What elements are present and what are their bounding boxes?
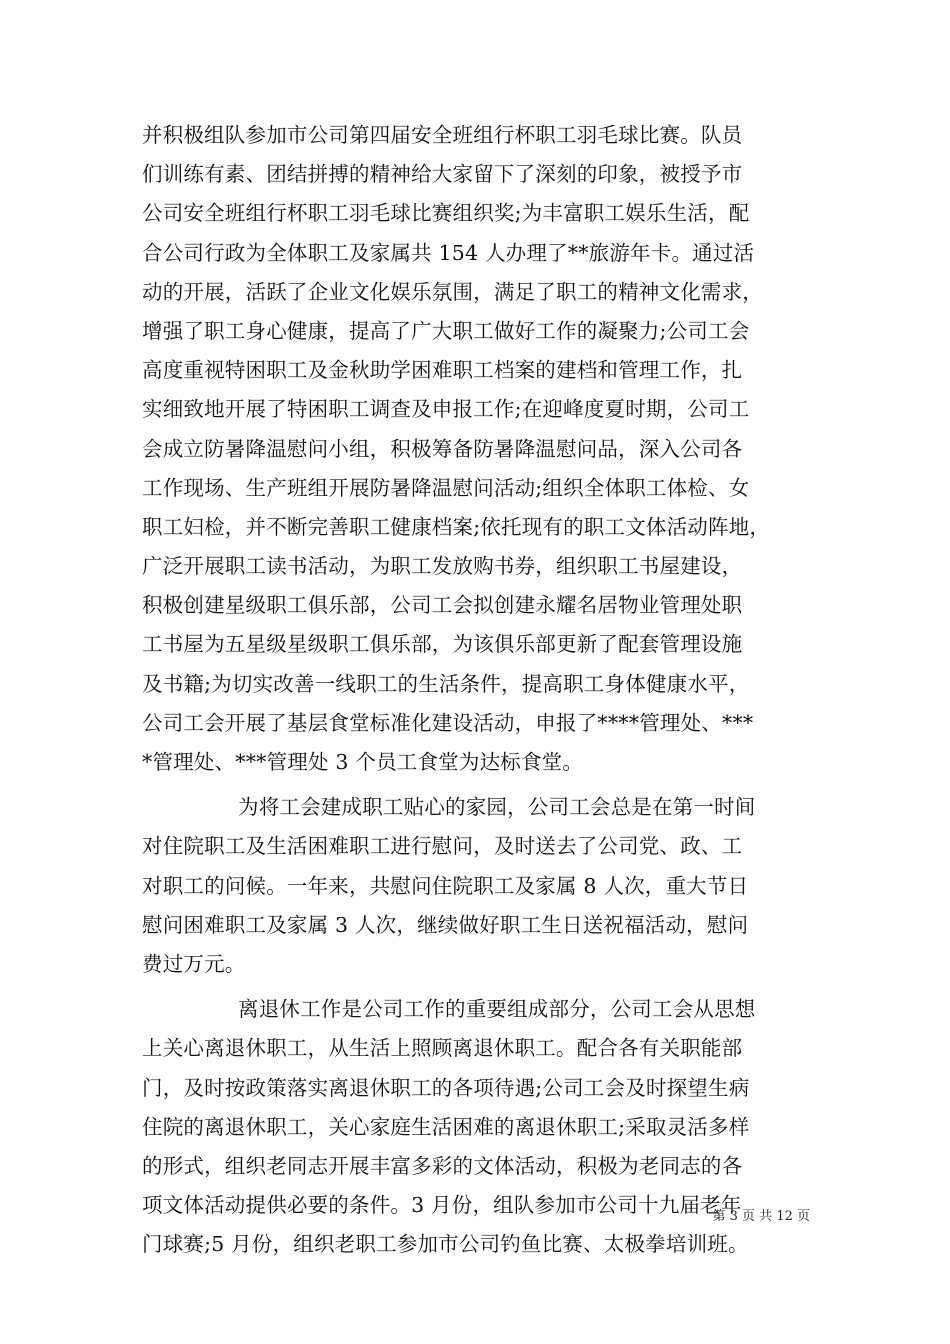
text-line: 实细致地开展了特困职工调查及申报工作;在迎峰度夏时期，公司工 <box>142 397 750 422</box>
text-line: 公司安全班组行杯职工羽毛球比赛组织奖;为丰富职工娱乐生活，配 <box>142 201 750 226</box>
text-line: 广泛开展职工读书活动，为职工发放购书券，组织职工书屋建设， <box>142 554 743 579</box>
paragraph <box>142 116 818 782</box>
body-text <box>142 116 818 1264</box>
text-line: 高度重视特困职工及金秋助学困难职工档案的建档和管理工作，扎 <box>142 358 743 383</box>
text-line: 动的开展，活跃了企业文化娱乐氛围，满足了职工的精神文化需求， <box>142 279 763 304</box>
text-line: 会成立防暑降温慰问小组，积极筹备防暑降温慰问品，深入公司各 <box>142 436 743 461</box>
text-line: 的形式，组织老同志开展丰富多彩的文体活动，积极为老同志的各 <box>142 1153 743 1178</box>
text-line: 门，及时按政策落实离退休职工的各项待遇;公司工会及时探望生病 <box>142 1075 750 1100</box>
text-line: 对住院职工及生活困难职工进行慰问，及时送去了公司党、政、工 <box>142 834 743 859</box>
text-line: 及书籍;为切实改善一线职工的生活条件，提高职工身体健康水平， <box>142 671 750 696</box>
text-line: 住院的离退休职工，关心家庭生活困难的离退休职工;采取灵活多样 <box>142 1114 750 1139</box>
text-line: 增强了职工身心健康，提高了广大职工做好工作的凝聚力;公司工会 <box>142 318 750 343</box>
text-line: 项文体活动提供必要的条件。3 月份，组队参加市公司十九届老年 <box>142 1193 742 1218</box>
text-line: 公司工会开展了基层食堂标准化建设活动，申报了****管理处、*** <box>142 710 754 735</box>
text-line: 们训练有素、团结拼搏的精神给大家留下了深刻的印象，被授予市 <box>142 162 743 187</box>
text-line: 费过万元。 <box>142 951 246 976</box>
text-line: 门球赛;5 月份，组织老职工参加市公司钓鱼比赛、太极拳培训班。 <box>142 1232 749 1257</box>
text-line: 并积极组队参加市公司第四届安全班组行杯职工羽毛球比赛。队员 <box>142 123 743 147</box>
text-line: 为将工会建成职工贴心的家园，公司工会总是在第一时间 <box>238 795 756 820</box>
text-line: 慰问困难职工及家属 3 人次，继续做好职工生日送祝福活动，慰问 <box>142 912 749 937</box>
text-line: 离退休工作是公司工作的重要组成部分，公司工会从思想 <box>238 997 756 1022</box>
text-line: 工作现场、生产班组开展防暑降温慰问活动;组织全体职工体检、女 <box>142 475 750 500</box>
page-number: 第 3 页 共 12 页 <box>712 1209 810 1224</box>
text-line: 积极创建星级职工俱乐部，公司工会拟创建永耀名居物业管理处职 <box>142 593 743 618</box>
text-line: 工书屋为五星级星级职工俱乐部，为该俱乐部更新了配套管理设施 <box>142 632 743 657</box>
text-line: 上关心离退休职工，从生活上照顾离退休职工。配合各有关职能部 <box>142 1036 743 1061</box>
text-line: 合公司行政为全体职工及家属共 154 人办理了**旅游年卡。通过活 <box>142 240 755 265</box>
text-line: 对职工的问候。一年来，共慰问住院职工及家属 8 人次，重大节日 <box>142 873 749 898</box>
text-line: 职工妇检，并不断完善职工健康档案;依托现有的职工文体活动阵地， <box>142 514 771 539</box>
paragraph <box>142 788 818 984</box>
text-line: *管理处、***管理处 3 个员工食堂为达标食堂。 <box>142 750 584 774</box>
